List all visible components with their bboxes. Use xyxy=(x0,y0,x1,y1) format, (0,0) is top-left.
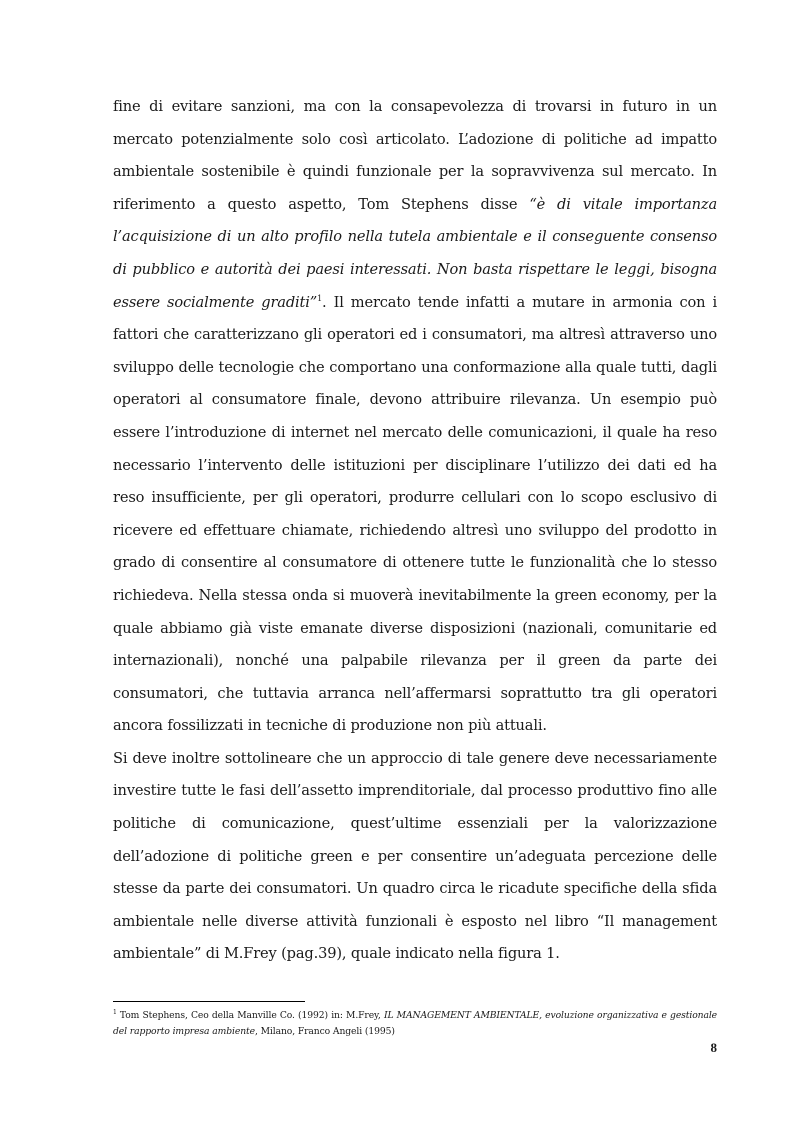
paragraph-1-continuation: . Il mercato tende infatti a mutare in armonia con i fattori che caratterizzano gli operatori ed i consumatori, ma altresì attraverso uno sviluppo delle tecnologie che comportano una conformazione alla quale tutti, dagli operatori al consumatore finale, devono attribuire rilevanza. Un esempio può essere l’introduzione di internet nel mercato delle comunicazioni, il quale ha reso necessario l’intervento delle istituzioni per disciplinare l’utilizzo dei dati ed ha reso insufficiente, per gli operatori, produrre cellulari con lo scopo esclusivo di ricevere ed effettuare chiamate, richiedendo altresì uno sviluppo del prodotto in grado di consentire al consumatore di ottenere tutte le funzionalità che lo stesso richiedeva. Nella stessa onda si muoverà inevitabilmente la green economy, per la quale abbiamo già viste emanate diverse disposizioni (nazionali, comunitarie ed internazionali), nonché una palpabile rilevanza per il green da parte dei consumatori, che tuttavia arranca nell’affermarsi soprattutto tra gli operatori ancora fossilizzati in tecniche di produzione non più attuali. xyxy=(113,293,717,735)
paragraph-2: Si deve inoltre sottolineare che un approccio di tale genere deve necessariamente investire tutte le fasi dell’assetto imprenditoriale, dal processo produttivo fino alle politiche di comunicazione, quest’ultime essenziali per la valorizzazione dell’adozione di politiche green e per consentire un’adeguata percezione delle stesse da parte dei consumatori. Un quadro circa le ricadute specifiche della sfida ambientale nelle diverse attività funzionali è esposto nel libro “Il management ambientale” di M.Frey (pag.39), quale indicato nella figura 1. xyxy=(113,749,717,963)
page-number: 8 xyxy=(710,1040,717,1055)
paragraph-1 xyxy=(113,91,717,743)
paragraph-1-intro: fine di evitare sanzioni, ma con la consapevolezza di trovarsi in futuro in un mercato potenzialmente solo così articolato. L’adozione di politiche ad impatto ambientale sostenibile è quindi funzionale per la sopravvivenza sul mercato. In riferimento a questo aspetto, Tom Stephens disse xyxy=(113,98,717,213)
footnote-reference[interactable]: 1 xyxy=(317,293,323,303)
footnote-number: 1 xyxy=(113,1008,117,1016)
footnote-separator xyxy=(113,1001,305,1002)
footnote-book-title: IL MANAGEMENT AMBIENTALE, evoluzione organizzativa e gestionale del rapporto impresa ambiente xyxy=(113,1010,717,1037)
footnote-text-end: , Milano, Franco Angeli (1995) xyxy=(254,1025,395,1037)
footnote xyxy=(113,1008,717,1039)
stephens-quote: “è di vitale importanza l’acquisizione di un alto profilo nella tutela ambientale e il conseguente consenso di pubblico e autorità dei paesi interessati. Non basta rispettare le leggi, bisogna essere socialmente graditi” xyxy=(113,195,717,311)
body-text xyxy=(113,91,717,971)
footnote-text-start: Tom Stephens, Ceo della Manville Co. (1992) in: M.Frey, xyxy=(116,1010,384,1021)
